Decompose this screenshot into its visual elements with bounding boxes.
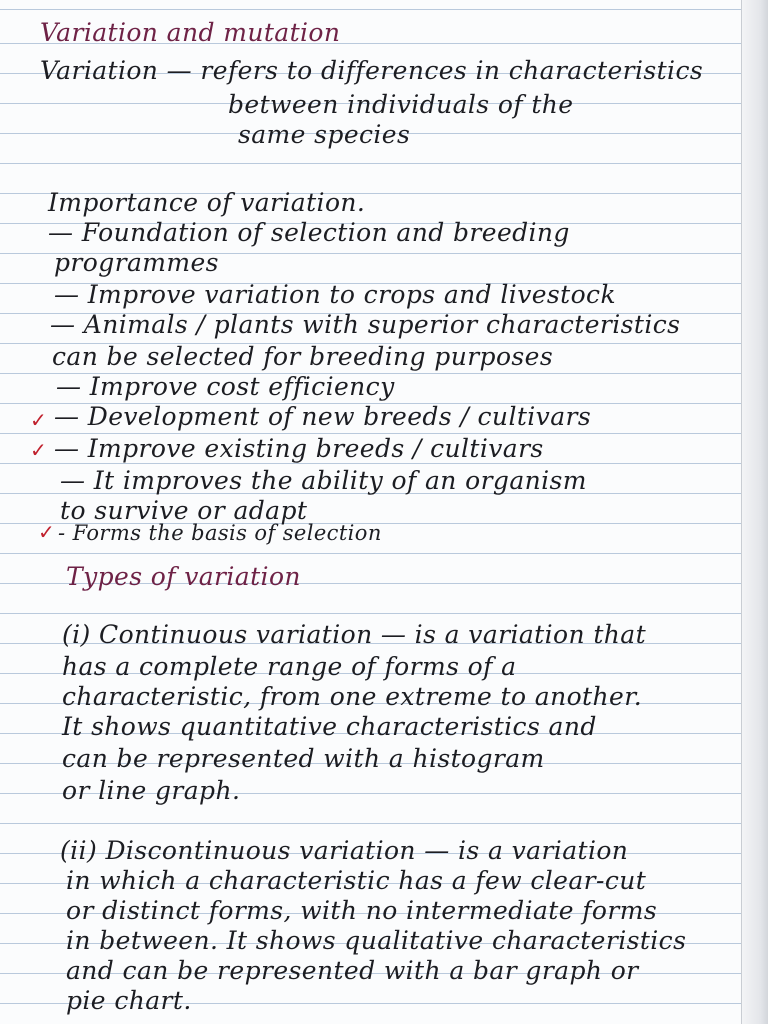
importance-line-6: — Improve cost efficiency [56, 372, 395, 401]
definition-line-1: Variation — refers to differences in characteristics [40, 56, 704, 85]
discontinuous-line-2: in which a characteristic has a few clear-cut [66, 866, 647, 895]
discontinuous-line-5: and can be represented with a bar graph or [66, 956, 639, 985]
importance-line-3: — Improve variation to crops and livestock [54, 280, 616, 309]
check-mark-icon: ✓ [30, 408, 47, 432]
notes-title: Variation and mutation [40, 18, 341, 47]
continuous-line-6: or line graph. [62, 776, 241, 805]
check-mark-icon: ✓ [30, 438, 47, 462]
importance-line-10: to survive or adapt [60, 496, 308, 525]
check-mark-icon: ✓ [38, 520, 55, 544]
discontinuous-line-6: pie chart. [66, 986, 192, 1015]
continuous-line-3: characteristic, from one extreme to another. [62, 682, 643, 711]
importance-line-8: — Improve existing breeds / cultivars [54, 434, 544, 463]
definition-line-2: between individuals of the [228, 90, 574, 119]
importance-line-7: — Development of new breeds / cultivars [54, 402, 592, 431]
definition-line-3: same species [238, 120, 411, 149]
importance-line-1: — Foundation of selection and breeding [48, 218, 570, 247]
importance-line-4: — Animals / plants with superior characteristics [50, 310, 681, 339]
continuous-line-4: It shows quantitative characteristics and [62, 712, 597, 741]
importance-line-2: programmes [54, 248, 219, 277]
importance-line-11: - Forms the basis of selection [58, 521, 382, 545]
discontinuous-line-1: (ii) Discontinuous variation — is a variation [60, 836, 629, 865]
continuous-line-2: has a complete range of forms of a [62, 652, 517, 681]
continuous-line-5: can be represented with a histogram [62, 744, 545, 773]
discontinuous-line-4: in between. It shows qualitative characteristics [66, 926, 687, 955]
importance-line-5: can be selected for breeding purposes [52, 342, 554, 371]
importance-line-9: — It improves the ability of an organism [60, 466, 587, 495]
continuous-line-1: (i) Continuous variation — is a variation that [62, 620, 647, 649]
page-edge [741, 0, 768, 1024]
importance-heading: Importance of variation. [48, 188, 366, 217]
types-heading: Types of variation [66, 562, 301, 591]
discontinuous-line-3: or distinct forms, with no intermediate forms [66, 896, 658, 925]
